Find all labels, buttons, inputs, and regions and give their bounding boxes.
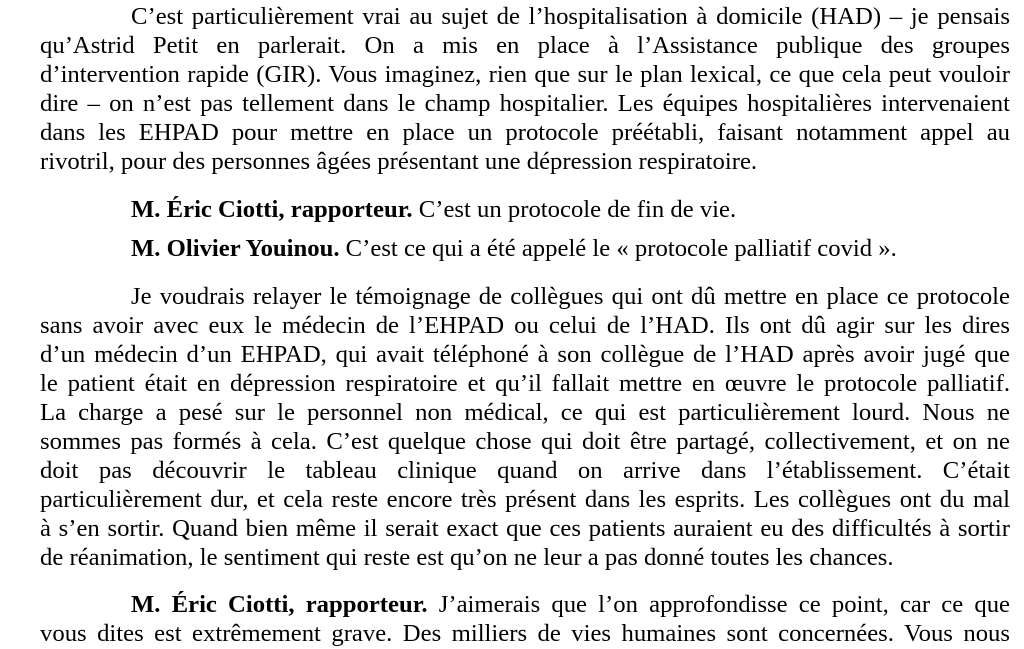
- text-line: sans avoir avec eux le médecin de l’EHPAD ou celui de l’HAD. Ils ont dû agir sur les dires: [40, 312, 1010, 339]
- text-line: La charge a pesé sur le personnel non médical, ce qui est particulièrement lourd. Nous ne: [40, 399, 1010, 426]
- text-line: particulièrement dur, et cela reste encore très présent dans les esprits. Les collègues ont du mal: [40, 486, 1010, 513]
- speaker-paragraph: [40, 590, 1010, 648]
- speech-text: C’est ce qui a été appelé le « protocole palliatif covid ».: [345, 235, 897, 262]
- text-line: Je voudrais relayer le témoignage de collègues qui ont dû mettre en place ce protocole: [131, 283, 1010, 310]
- speaker-paragraph: [40, 234, 1010, 263]
- speaker-paragraph: [40, 195, 1010, 224]
- text-line: vous dites est extrêmement grave. Des milliers de vies humaines sont concernées. Vous nous: [40, 620, 1010, 647]
- text-line: rivotril, pour des personnes âgées présentant une dépression respiratoire.: [40, 148, 758, 175]
- paragraph: [40, 2, 1010, 176]
- speech-text: J’aimerais que l’on approfondisse ce point, car ce que: [438, 591, 1011, 618]
- text-line: C’est particulièrement vrai au sujet de l’hospitalisation à domicile (HAD) – je pensais: [131, 3, 1010, 30]
- text-line: dire – on n’est pas tellement dans le champ hospitalier. Les équipes hospitalières intervenaient: [40, 90, 1010, 117]
- text-line: [40, 590, 1010, 619]
- text-line: doit pas découvrir le tableau clinique quand on arrive dans l’établissement. C’était: [40, 457, 1010, 484]
- text-line: d’un médecin d’un EHPAD, qui avait téléphoné à son collègue de l’HAD après avoir jugé que: [40, 341, 1010, 368]
- text-line: dans les EHPAD pour mettre en place un protocole préétabli, faisant notamment appel au: [40, 119, 1010, 146]
- text-line: sommes pas formés à cela. C’est quelque chose qui doit être partagé, collectivement, et on ne: [40, 428, 1010, 455]
- speaker-name: M. Olivier Youinou.: [131, 235, 340, 262]
- text-line: à s’en sortir. Quand bien même il serait exact que ces patients auraient eu des difficultés à sortir: [40, 515, 1010, 542]
- paragraph: [40, 282, 1010, 572]
- text-line: qu’Astrid Petit en parlerait. On a mis en place à l’Assistance publique des groupes: [40, 32, 1010, 59]
- text-line: de réanimation, le sentiment qui reste est qu’on ne leur a pas donné toutes les chances.: [40, 544, 894, 571]
- text-line: [40, 195, 1010, 224]
- text-line: d’intervention rapide (GIR). Vous imaginez, rien que sur le plan lexical, ce que cela peut vouloir: [40, 61, 1010, 88]
- speech-text: C’est un protocole de fin de vie.: [418, 196, 737, 223]
- text-line: le patient était en dépression respiratoire et qu’il fallait mettre en œuvre le protocole palliatif.: [40, 370, 1010, 397]
- speaker-name: M. Éric Ciotti, rapporteur.: [131, 591, 428, 618]
- text-line: [40, 234, 1010, 263]
- speaker-name: M. Éric Ciotti, rapporteur.: [131, 196, 413, 223]
